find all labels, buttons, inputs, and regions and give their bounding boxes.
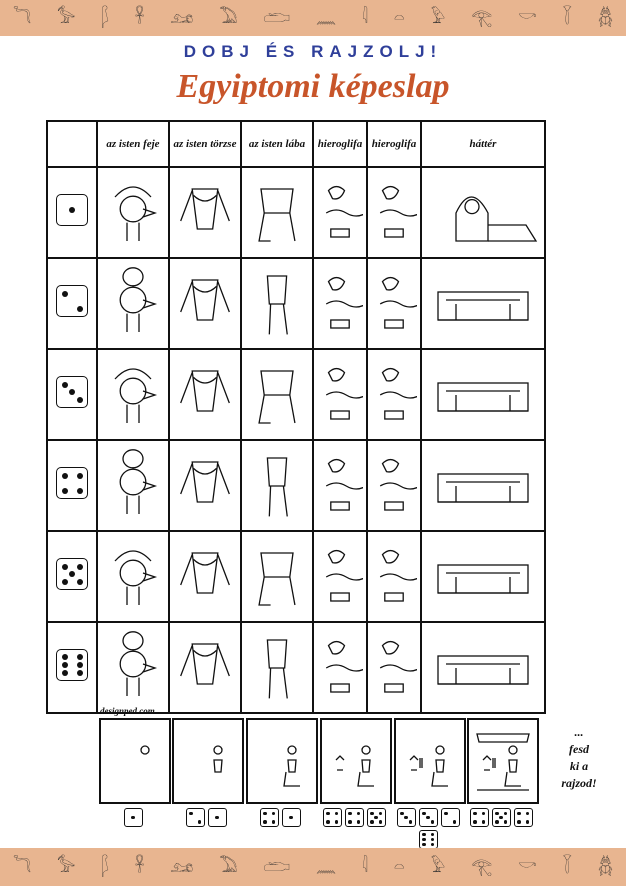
drawing-cell-glyph1 [313, 349, 367, 440]
dice-drawing-grid [46, 120, 546, 714]
die-pip [77, 306, 83, 312]
torso-drawing [173, 355, 237, 435]
drawing-cell-head [97, 440, 169, 531]
postcard-step-1 [99, 718, 171, 804]
head-drawing [101, 355, 165, 435]
bread-icon: 𓏏 [393, 7, 405, 28]
quail-icon: 𓅱 [430, 7, 446, 28]
die-pip [272, 820, 276, 824]
drawing-cell-head [97, 622, 169, 713]
die-pip [131, 816, 135, 820]
die-pip [348, 812, 352, 816]
die-pip [370, 812, 374, 816]
drawing-cell-head [97, 167, 169, 258]
roll-dice-group [170, 808, 242, 827]
row-die-cell [47, 440, 97, 531]
die-face-3 [419, 808, 438, 827]
roll-dice-group [465, 808, 537, 827]
drawing-cell-head [97, 349, 169, 440]
postcard-sketch [248, 720, 316, 802]
die-pip [77, 654, 83, 660]
drawing-cell-head [97, 531, 169, 622]
die-pip [526, 812, 530, 816]
die-pip [473, 812, 477, 816]
grid-row [47, 622, 545, 713]
postcard-sketch [101, 720, 169, 802]
die-face-5 [492, 808, 511, 827]
torso-drawing [173, 446, 237, 526]
ibis-icon: 𓅞 [57, 7, 76, 28]
background-drawing [426, 264, 540, 344]
die-pip [62, 382, 68, 388]
credit-text: designped.com [100, 706, 155, 716]
legs-drawing [245, 264, 309, 344]
die-pip [495, 812, 499, 816]
water-icon: 𓈖 [315, 7, 337, 28]
roll-dice-group [244, 808, 316, 827]
legs-drawing [245, 355, 309, 435]
postcard-sketch [396, 720, 464, 802]
die-face-6 [56, 649, 88, 681]
drawing-cell-glyph2 [367, 440, 421, 531]
die-face-2 [441, 808, 460, 827]
head-drawing [101, 264, 165, 344]
die-pip [62, 670, 68, 676]
die-face-2 [186, 808, 205, 827]
drawing-cell-glyph2 [367, 349, 421, 440]
die-face-1 [56, 194, 88, 226]
postcard-sketch [469, 720, 537, 802]
die-face-4 [470, 808, 489, 827]
glyph2-drawing [371, 355, 417, 435]
scarab-icon: 𓆣 [597, 856, 614, 877]
die-pip [379, 812, 383, 816]
drawing-cell-legs [241, 622, 313, 713]
die-pip [504, 820, 508, 824]
legs-drawing [245, 537, 309, 617]
papyrus-icon: 𓇅 [562, 856, 572, 877]
drawing-cell-legs [241, 349, 313, 440]
die-pip [77, 662, 83, 668]
column-header-torso: az isten törzse [169, 121, 241, 167]
die-pip [335, 812, 339, 816]
glyph2-drawing [371, 173, 417, 253]
grid-row [47, 349, 545, 440]
glyph2-drawing [371, 264, 417, 344]
die-pip [62, 488, 68, 494]
die-pip [69, 389, 75, 395]
die-pip [495, 820, 499, 824]
head-drawing [101, 537, 165, 617]
die-pip [357, 820, 361, 824]
roll-dice-group [318, 808, 390, 827]
die-pip [499, 816, 503, 820]
drawing-cell-torso [169, 622, 241, 713]
die-pip [62, 654, 68, 660]
die-pip [526, 820, 530, 824]
grid-row [47, 531, 545, 622]
column-header-legs: az isten lába [241, 121, 313, 167]
torso-drawing [173, 537, 237, 617]
corner-cell [47, 121, 97, 167]
legs-drawing [245, 446, 309, 526]
column-header-head: az isten feje [97, 121, 169, 167]
die-face-4 [345, 808, 364, 827]
scarab-icon: 𓆣 [597, 7, 614, 28]
reed-icon: 𓇋 [362, 7, 368, 28]
drawing-cell-glyph1 [313, 258, 367, 349]
legs-drawing [245, 628, 309, 708]
postcard-step-4 [320, 718, 392, 804]
die-face-3 [56, 376, 88, 408]
head-drawing [101, 173, 165, 253]
row-die-cell [47, 349, 97, 440]
drawing-cell-legs [241, 258, 313, 349]
glyph2-drawing [371, 628, 417, 708]
glyph2-drawing [371, 446, 417, 526]
glyph1-drawing [317, 446, 363, 526]
row-die-cell [47, 258, 97, 349]
postcard-sketch [322, 720, 390, 802]
die-pip [431, 820, 435, 824]
die-pip [404, 816, 408, 820]
basket-icon: 𓎡 [518, 856, 537, 877]
postcard-step-2 [172, 718, 244, 804]
die-pip [77, 473, 83, 479]
glyph2-drawing [371, 537, 417, 617]
row-die-cell [47, 167, 97, 258]
die-pip [422, 833, 426, 837]
die-pip [431, 843, 435, 847]
torso-drawing [173, 173, 237, 253]
die-face-2 [56, 285, 88, 317]
column-header-glyph1: hieroglifa [313, 121, 367, 167]
background-drawing [426, 446, 540, 526]
lion-icon: 𓃭 [170, 7, 194, 28]
postcard-step-3 [246, 718, 318, 804]
drawing-cell-glyph2 [367, 258, 421, 349]
drawing-cell-glyph2 [367, 622, 421, 713]
drawing-cell-glyph1 [313, 622, 367, 713]
roll-dice-group [392, 808, 464, 849]
die-pip [482, 812, 486, 816]
die-face-5 [56, 558, 88, 590]
die-pip [198, 820, 202, 824]
die-pip [77, 397, 83, 403]
die-pip [189, 812, 193, 816]
basket-icon: 𓎡 [518, 7, 537, 28]
subtitle: DOBJ ÉS RAJZOLJ! [183, 42, 443, 61]
glyph1-drawing [317, 264, 363, 344]
vulture-icon: 𓅐 [219, 856, 238, 877]
note-line: ... [574, 725, 584, 739]
cobra-icon: 𓆓 [12, 7, 32, 28]
reed-icon: 𓇋 [362, 856, 368, 877]
die-face-1 [282, 808, 301, 827]
head-drawing [101, 628, 165, 708]
die-face-4 [514, 808, 533, 827]
die-pip [62, 473, 68, 479]
ankh-icon: 𓋹 [134, 856, 145, 877]
die-face-3 [397, 808, 416, 827]
die-pip [62, 564, 68, 570]
postcard-sketch [174, 720, 242, 802]
die-face-1 [208, 808, 227, 827]
drawing-cell-torso [169, 440, 241, 531]
papyrus-icon: 𓇅 [562, 7, 572, 28]
postcard-step-5 [394, 718, 466, 804]
die-pip [62, 291, 68, 297]
grid-row [47, 167, 545, 258]
torso-drawing [173, 264, 237, 344]
note-line: ki a [569, 759, 589, 773]
page-title: Egyiptomi képeslap [176, 68, 450, 105]
drawing-cell-background [421, 258, 545, 349]
die-pip [289, 816, 293, 820]
column-header-glyph2: hieroglifa [367, 121, 421, 167]
die-pip [374, 816, 378, 820]
die-pip [517, 812, 521, 816]
die-pip [77, 579, 83, 585]
instruction-note [544, 724, 614, 792]
die-pip [62, 579, 68, 585]
die-pip [77, 488, 83, 494]
drawing-cell-glyph2 [367, 167, 421, 258]
die-pip [426, 816, 430, 820]
row-die-cell [47, 622, 97, 713]
die-pip [431, 838, 435, 842]
die-face-5 [367, 808, 386, 827]
row-die-cell [47, 531, 97, 622]
die-pip [77, 670, 83, 676]
cobra-icon: 𓆓 [12, 856, 32, 877]
die-pip [272, 812, 276, 816]
background-drawing [426, 628, 540, 708]
die-face-4 [56, 467, 88, 499]
die-pip [379, 820, 383, 824]
die-face-1 [124, 808, 143, 827]
die-pip [263, 820, 267, 824]
glyph1-drawing [317, 628, 363, 708]
drawing-cell-glyph1 [313, 440, 367, 531]
die-pip [422, 812, 426, 816]
drawing-cell-background [421, 531, 545, 622]
die-pip [409, 820, 413, 824]
vulture-icon: 𓅐 [219, 7, 238, 28]
background-drawing [426, 537, 540, 617]
die-pip [504, 812, 508, 816]
die-pip [77, 564, 83, 570]
note-line: fesd [569, 742, 589, 756]
bread-icon: 𓏏 [393, 856, 405, 877]
glyph1-drawing [317, 355, 363, 435]
die-pip [263, 812, 267, 816]
drawing-cell-torso [169, 258, 241, 349]
die-pip [400, 812, 404, 816]
die-pip [482, 820, 486, 824]
note-line: rajzod! [561, 776, 597, 790]
die-pip [69, 207, 75, 213]
hand-icon: 𓂧 [263, 7, 290, 28]
die-pip [348, 820, 352, 824]
die-pip [422, 843, 426, 847]
eye-icon: 𓂀 [471, 856, 493, 877]
die-pip [370, 820, 374, 824]
eye-icon: 𓂀 [471, 7, 493, 28]
die-pip [326, 812, 330, 816]
die-pip [422, 838, 426, 842]
die-face-4 [260, 808, 279, 827]
bottom-decorative-border [0, 848, 626, 886]
top-decorative-border [0, 0, 626, 36]
legs-drawing [245, 173, 309, 253]
glyph1-drawing [317, 173, 363, 253]
drawing-cell-background [421, 167, 545, 258]
die-pip [453, 820, 457, 824]
die-pip [357, 812, 361, 816]
drawing-cell-legs [241, 440, 313, 531]
column-header-background: háttér [421, 121, 545, 167]
die-pip [326, 820, 330, 824]
drawing-cell-head [97, 258, 169, 349]
die-pip [69, 571, 75, 577]
die-pip [517, 820, 521, 824]
die-pip [62, 662, 68, 668]
feather-icon: 𓆄 [101, 7, 109, 28]
drawing-cell-glyph1 [313, 531, 367, 622]
drawing-cell-legs [241, 167, 313, 258]
drawing-cell-glyph2 [367, 531, 421, 622]
quail-icon: 𓅱 [430, 856, 446, 877]
ankh-icon: 𓋹 [134, 7, 145, 28]
ibis-icon: 𓅞 [57, 856, 76, 877]
grid-row [47, 440, 545, 531]
die-face-4 [323, 808, 342, 827]
die-pip [444, 812, 448, 816]
drawing-cell-torso [169, 167, 241, 258]
background-drawing [426, 173, 540, 253]
drawing-cell-background [421, 440, 545, 531]
die-pip [431, 833, 435, 837]
torso-drawing [173, 628, 237, 708]
hand-icon: 𓂧 [263, 856, 290, 877]
die-pip [473, 820, 477, 824]
die-pip [215, 816, 219, 820]
die-pip [335, 820, 339, 824]
glyph1-drawing [317, 537, 363, 617]
water-icon: 𓈖 [315, 856, 337, 877]
drawing-cell-legs [241, 531, 313, 622]
drawing-cell-background [421, 622, 545, 713]
column-header-row [47, 121, 545, 167]
roll-dice-group [97, 808, 169, 827]
grid-row [47, 258, 545, 349]
drawing-cell-torso [169, 531, 241, 622]
lion-icon: 𓃭 [170, 856, 194, 877]
background-drawing [426, 355, 540, 435]
drawing-cell-background [421, 349, 545, 440]
drawing-cell-torso [169, 349, 241, 440]
drawing-cell-glyph1 [313, 167, 367, 258]
postcard-step-6 [467, 718, 539, 804]
die-face-6 [419, 830, 438, 849]
feather-icon: 𓆄 [101, 856, 109, 877]
head-drawing [101, 446, 165, 526]
